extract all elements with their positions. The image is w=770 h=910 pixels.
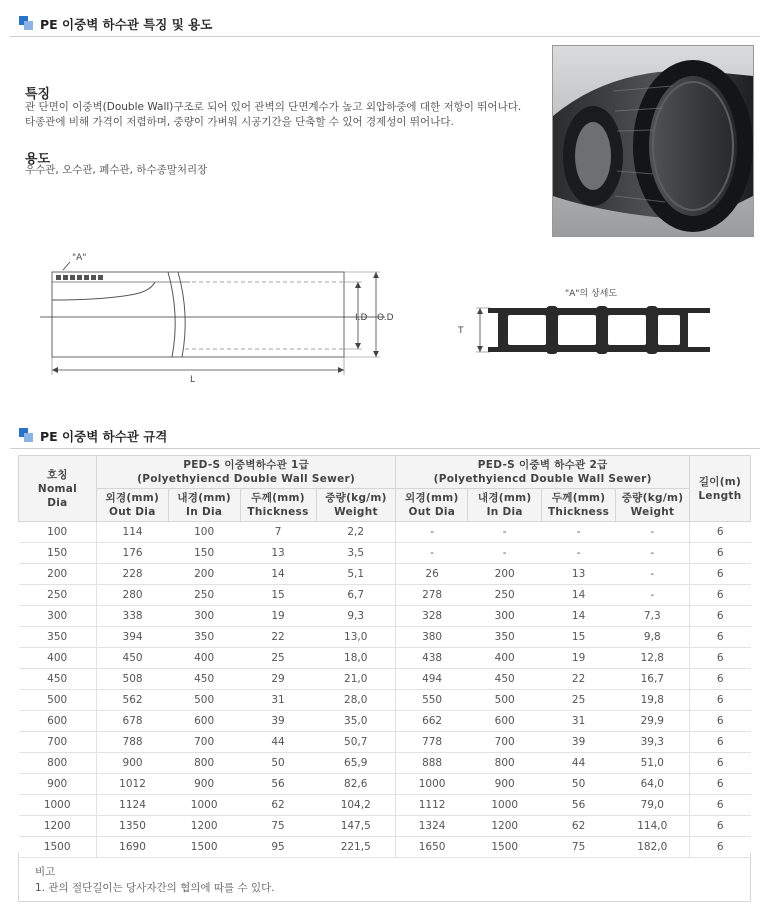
table-cell: 778 [396,732,468,753]
section-title: PE 이중벽 하수관 특징 및 용도 [40,17,213,32]
table-cell: 1200 [468,816,542,837]
table-cell: 13,0 [316,627,396,648]
table-cell: 380 [396,627,468,648]
table-cell: 22 [240,627,316,648]
table-cell: 51,0 [616,753,690,774]
header-grade-1: PED-S 이중벽하수관 1급 (Polyethyiencd Double Wall Sewer) [96,456,396,489]
table-cell: 6 [689,732,750,753]
table-cell: 50 [542,774,616,795]
table-cell: 176 [96,543,168,564]
table-cell: 182,0 [616,837,690,858]
detail-title: "A"의 상세도 [565,289,618,299]
note-title: 비고 [35,866,56,878]
table-cell: 19 [542,648,616,669]
table-cell: 22 [542,669,616,690]
table-row [19,606,751,627]
table-cell: 6,7 [316,585,396,606]
table-cell: 6 [689,774,750,795]
table-cell: 50 [240,753,316,774]
table-cell: 900 [468,774,542,795]
table-cell: 29,9 [616,711,690,732]
table-cell: 2,2 [316,522,396,543]
table-cell: 39 [542,732,616,753]
table-cell: 3,5 [316,543,396,564]
table-cell: 700 [468,732,542,753]
table-cell: 350 [468,627,542,648]
table-cell: 394 [96,627,168,648]
table-cell: 6 [689,690,750,711]
table-cell: 56 [542,795,616,816]
table-cell: 900 [96,753,168,774]
table-row [19,648,751,669]
table-cell: - [616,543,690,564]
table-cell: 12,8 [616,648,690,669]
table-cell: 79,0 [616,795,690,816]
product-photo [552,45,754,237]
table-cell: 150 [168,543,240,564]
table-cell: 900 [19,774,97,795]
table-cell: 95 [240,837,316,858]
table-row [19,522,751,543]
table-cell: 7,3 [616,606,690,627]
table-cell: 300 [468,606,542,627]
table-cell: 800 [19,753,97,774]
table-cell: 1650 [396,837,468,858]
table-cell: 15 [240,585,316,606]
header-thickness: 두께(mm) Thickness [542,489,616,522]
table-cell: 82,6 [316,774,396,795]
table-cell: - [542,543,616,564]
table-cell: 1124 [96,795,168,816]
table-cell: 19 [240,606,316,627]
header-weight: 중량(kg/m) Weight [616,489,690,522]
table-cell: 500 [19,690,97,711]
table-cell: 29 [240,669,316,690]
table-cell: 1200 [19,816,97,837]
section-header-features [10,10,760,37]
usage-line-1: 우수관, 오수관, 폐수관, 하수종말처리장 [25,164,208,176]
table-cell: 200 [468,564,542,585]
table-cell: 700 [19,732,97,753]
section-title: PE 이중벽 하수관 규격 [40,429,168,444]
table-cell: 788 [96,732,168,753]
table-cell: 1000 [468,795,542,816]
table-cell: 1324 [396,816,468,837]
table-cell: 500 [468,690,542,711]
table-cell: 438 [396,648,468,669]
table-cell: 56 [240,774,316,795]
table-cell: 6 [689,648,750,669]
table-cell: 250 [19,585,97,606]
table-cell: 350 [168,627,240,648]
table-cell: - [468,522,542,543]
table-cell: 450 [468,669,542,690]
table-cell: 1350 [96,816,168,837]
table-cell: 147,5 [316,816,396,837]
table-cell: 31 [240,690,316,711]
table-cell: 350 [19,627,97,648]
section-bullet-icon [19,428,33,442]
table-row [19,669,751,690]
table-cell: 1112 [396,795,468,816]
table-cell: 31 [542,711,616,732]
table-cell: 200 [168,564,240,585]
table-cell: 1000 [396,774,468,795]
table-cell: 250 [168,585,240,606]
table-cell: - [396,543,468,564]
table-cell: 400 [468,648,542,669]
table-cell: 15 [542,627,616,648]
table-cell: 494 [396,669,468,690]
table-row [19,795,751,816]
table-cell: - [616,522,690,543]
table-cell: 65,9 [316,753,396,774]
table-cell: 221,5 [316,837,396,858]
table-cell: 44 [542,753,616,774]
wall-detail-diagram [450,280,720,365]
table-cell: 14 [542,585,616,606]
table-cell: 26 [396,564,468,585]
table-row [19,732,751,753]
table-row [19,627,751,648]
table-cell: 13 [542,564,616,585]
table-cell: 6 [689,837,750,858]
table-cell: 600 [168,711,240,732]
note-box [18,853,751,902]
table-cell: 100 [168,522,240,543]
table-cell: 9,3 [316,606,396,627]
length-dimension-label: L [190,375,196,385]
spec-table [18,455,751,858]
table-cell: - [616,564,690,585]
table-cell: 562 [96,690,168,711]
table-cell: 18,0 [316,648,396,669]
section-bullet-icon [19,16,33,30]
table-cell: 6 [689,711,750,732]
table-cell: 700 [168,732,240,753]
table-cell: - [396,522,468,543]
table-cell: 13 [240,543,316,564]
table-cell: 6 [689,627,750,648]
header-nominal: 호칭 Nomal Dia [19,456,97,522]
header-thickness: 두께(mm) Thickness [240,489,316,522]
table-cell: 678 [96,711,168,732]
table-row [19,774,751,795]
table-cell: 35,0 [316,711,396,732]
table-row [19,816,751,837]
table-row [19,690,751,711]
table-cell: 1000 [168,795,240,816]
table-cell: 250 [468,585,542,606]
header-out-dia: 외경(mm) Out Dia [396,489,468,522]
table-cell: - [468,543,542,564]
table-cell: 62 [240,795,316,816]
table-cell: 25 [542,690,616,711]
table-cell: - [616,585,690,606]
table-cell: 39 [240,711,316,732]
table-cell: 1200 [168,816,240,837]
detail-a-marker: "A" [72,253,87,263]
table-cell: 75 [542,837,616,858]
table-cell: 1500 [468,837,542,858]
id-dimension-label: I.D [355,313,368,323]
table-cell: 1000 [19,795,97,816]
table-cell: 900 [168,774,240,795]
table-cell: 50,7 [316,732,396,753]
table-cell: 400 [168,648,240,669]
table-cell: 62 [542,816,616,837]
table-cell: 400 [19,648,97,669]
table-cell: 278 [396,585,468,606]
table-cell: 888 [396,753,468,774]
header-in-dia: 내경(mm) In Dia [468,489,542,522]
header-in-dia: 내경(mm) In Dia [168,489,240,522]
spec-table-body [19,522,751,858]
table-cell: 6 [689,543,750,564]
table-cell: 1012 [96,774,168,795]
table-cell: 6 [689,669,750,690]
table-cell: 104,2 [316,795,396,816]
table-cell: 600 [468,711,542,732]
table-cell: 300 [168,606,240,627]
table-row [19,711,751,732]
table-cell: 28,0 [316,690,396,711]
table-cell: 200 [19,564,97,585]
table-cell: 25 [240,648,316,669]
table-cell: 114,0 [616,816,690,837]
section-header-specs [10,422,760,449]
table-cell: 600 [19,711,97,732]
features-line-1: 관 단면이 이중벽(Double Wall)구조로 되어 있어 관벽의 단면계수가 높고 외압하중에 대한 저항이 뛰어나다. [25,101,522,113]
header-grade-2: PED-S 이중벽 하수관 2급 (Polyethyiencd Double Wall Sewer) [396,456,690,489]
table-row [19,543,751,564]
od-dimension-label: O.D [377,313,394,323]
table-cell: 280 [96,585,168,606]
table-cell: 450 [168,669,240,690]
table-cell: 14 [240,564,316,585]
table-cell: 39,3 [616,732,690,753]
table-cell: 1690 [96,837,168,858]
features-heading: 특징 [25,87,51,102]
table-cell: 6 [689,564,750,585]
table-cell: 550 [396,690,468,711]
note-line-1: 1. 관의 절단길이는 당사자간의 협의에 따를 수 있다. [35,882,275,894]
table-cell: 300 [19,606,97,627]
table-cell: 800 [468,753,542,774]
features-line-2: 타종관에 비해 가격이 저렴하며, 중량이 가벼워 시공기간을 단축할 수 있어 경제성이 뛰어나다. [25,116,454,128]
table-cell: 1500 [19,837,97,858]
table-cell: 6 [689,816,750,837]
table-cell: 19,8 [616,690,690,711]
table-cell: 21,0 [316,669,396,690]
table-cell: 150 [19,543,97,564]
table-cell: 450 [96,648,168,669]
pipe-side-diagram [30,245,410,385]
header-out-dia: 외경(mm) Out Dia [96,489,168,522]
table-cell: 228 [96,564,168,585]
table-row [19,753,751,774]
table-cell: 662 [396,711,468,732]
table-cell: 6 [689,585,750,606]
table-cell: 508 [96,669,168,690]
table-cell: 75 [240,816,316,837]
table-cell: 450 [19,669,97,690]
table-cell: 338 [96,606,168,627]
table-cell: 114 [96,522,168,543]
table-cell: 14 [542,606,616,627]
usage-heading: 용도 [25,152,51,167]
header-length: 길이(m) Length [689,456,750,522]
table-cell: 64,0 [616,774,690,795]
thickness-label: T [458,326,464,336]
header-weight: 중량(kg/m) Weight [316,489,396,522]
table-cell: 800 [168,753,240,774]
table-cell: 100 [19,522,97,543]
table-cell: 500 [168,690,240,711]
table-cell: 16,7 [616,669,690,690]
table-cell: 5,1 [316,564,396,585]
table-row [19,564,751,585]
table-cell: 7 [240,522,316,543]
table-cell: 6 [689,795,750,816]
table-cell: 6 [689,522,750,543]
table-cell: - [542,522,616,543]
table-cell: 328 [396,606,468,627]
table-cell: 9,8 [616,627,690,648]
table-row [19,585,751,606]
table-cell: 6 [689,753,750,774]
table-cell: 1500 [168,837,240,858]
table-cell: 6 [689,606,750,627]
table-cell: 44 [240,732,316,753]
